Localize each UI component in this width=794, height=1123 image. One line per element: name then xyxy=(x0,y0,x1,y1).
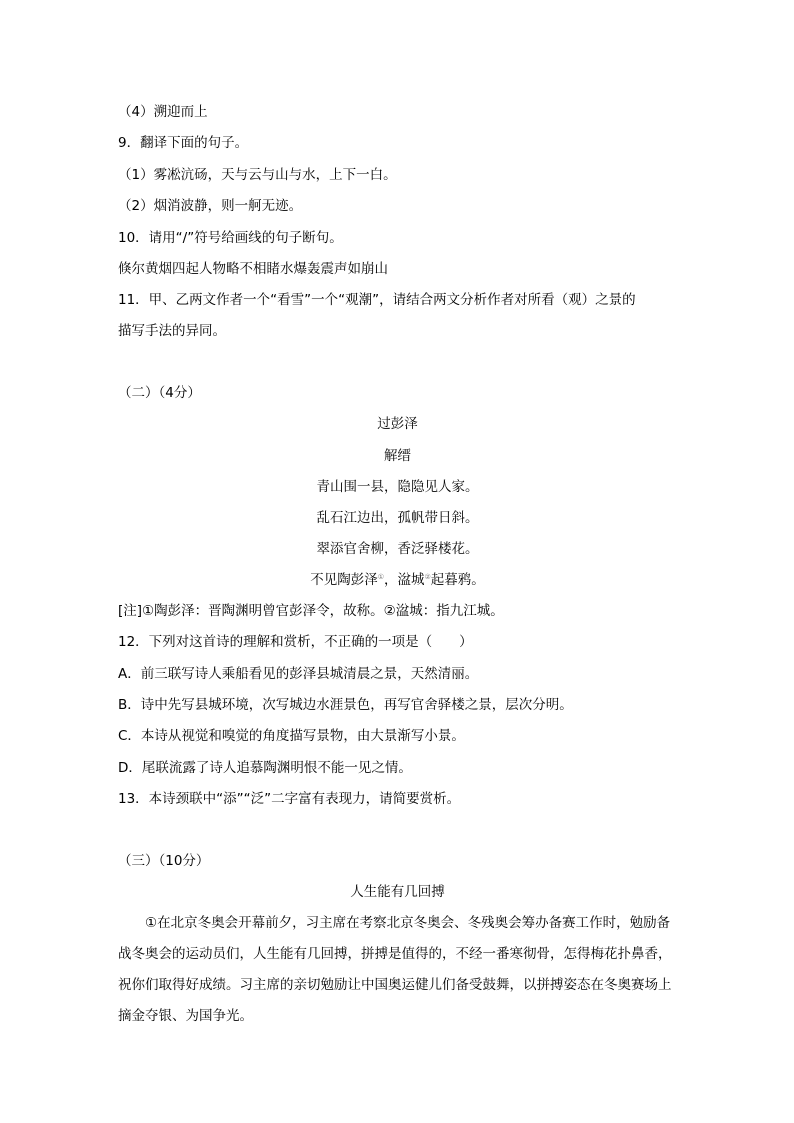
option-a: A．前三联写诗人乘船看见的彭泽县城清晨之景，天然清丽。 xyxy=(118,666,479,682)
poem-line-4-part-c: 起暮鸦。 xyxy=(430,572,485,588)
footnote-marker-2: ② xyxy=(424,573,431,581)
question-9-item-1: （1）雾凇沆砀，天与云与山与水，上下一白。 xyxy=(118,167,397,183)
question-9-item-2: （2）烟消波静，则一舸无迹。 xyxy=(118,198,303,214)
poem-line-4-part-a: 不见陶彭泽 xyxy=(310,572,378,588)
poem-line-3: 翠添官舍柳，香泛驿楼花。 xyxy=(316,541,479,557)
poem-line-1: 青山围一县，隐隐见人家。 xyxy=(316,479,479,495)
poem-line-4-part-b: ，湓城 xyxy=(384,572,425,588)
essay-paragraph-1: ①在北京冬奥会开幕前夕，习主席在考察北京冬奥会、冬残奥会筹办备赛工作时，勉励备战冬奥会的运动员们，人生能有几回搏，拼搏是值得的，不经一番寒彻骨，怎得梅花扑鼻香，祝你们取得好成绩。习主席的亲切勉励让中国奥运健儿们备受鼓舞，以拼搏姿态在冬奥赛场上摘金夺银、为国争光。 xyxy=(118,915,672,1024)
poem-title: 过彭泽 xyxy=(377,416,418,432)
section-3-header: （三）（10分） xyxy=(118,853,210,869)
essay-title: 人生能有几回搏 xyxy=(350,884,445,900)
question-12: 12．下列对这首诗的理解和赏析，不正确的一项是（ ） xyxy=(118,634,473,650)
footnote-marker-1: ① xyxy=(377,573,384,581)
option-b: B．诗中先写县城环境，次写城边水涯景色，再写官舍驿楼之景，层次分明。 xyxy=(118,697,573,713)
poem-line-2: 乱石江边出，孤帆带日斜。 xyxy=(316,510,479,526)
option-c: C．本诗从视觉和嗅觉的角度描写景物，由大景渐写小景。 xyxy=(118,728,465,744)
section-2-header: （二）（4分） xyxy=(118,385,201,401)
question-8-item-4: （4）溯迎而上 xyxy=(118,104,208,120)
question-11-line-2: 描写手法的异同。 xyxy=(118,323,226,339)
poem-line-4 xyxy=(118,571,677,589)
question-10: 10．请用“/”符号给画线的句子断句。 xyxy=(118,230,343,246)
poem-note: [注]①陶彭泽：晋陶渊明曾官彭泽令，故称。②湓城：指九江城。 xyxy=(118,603,504,619)
question-9: 9．翻译下面的句子。 xyxy=(118,135,249,151)
option-d: D．尾联流露了诗人追慕陶渊明恨不能一见之情。 xyxy=(118,760,412,776)
question-11-line-1: 11．甲、乙两文作者一个“看雪”一个“观潮”，请结合两文分析作者对所看（观）之景的 xyxy=(118,292,636,308)
question-10-text: 倏尔黄烟四起人物略不相睹水爆轰震声如崩山 xyxy=(118,261,388,277)
poem-author: 解缙 xyxy=(384,448,411,464)
question-13: 13．本诗颈联中“添”“泛”二字富有表现力，请简要赏析。 xyxy=(118,791,461,807)
